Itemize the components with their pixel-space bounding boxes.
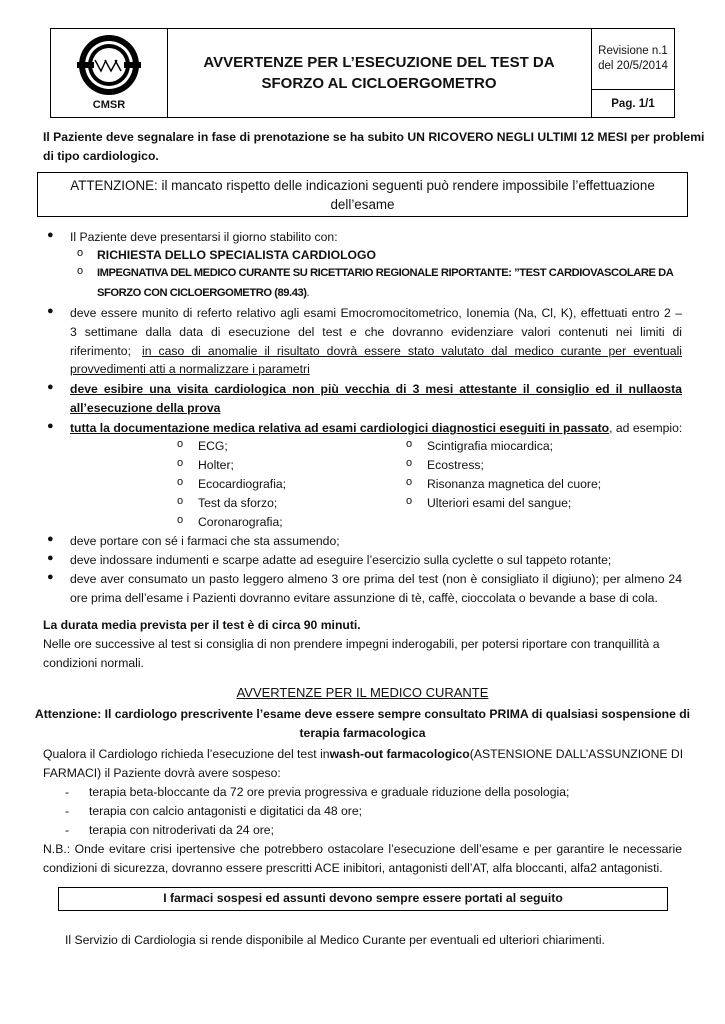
duration-line-1: La durata media prevista per il test è di circa 90 minuti. (43, 618, 361, 632)
exam-right-2: Ecostress; (427, 458, 484, 472)
list-item-2-line-4: provvedimenti atti a normalizzare i parametri (70, 362, 310, 376)
therapy-item-1: terapia beta-bloccante da 72 ore previa progressiva e graduale riduzione della posologia; (89, 785, 570, 799)
list-item-6: deve indossare indumenti e scarpe adatte ad eseguire l’esercizio sulla cyclette o sul tappeto rotante; (70, 553, 612, 567)
sub-bullet-icon: o (406, 495, 413, 507)
sub-item-impegnativa-line-2: SFORZO CON CICLOERGOMETRO (89.43) (97, 287, 307, 299)
sub-item-period: . (306, 287, 310, 299)
sub-bullet-icon: o (406, 476, 413, 488)
sub-bullet-icon: o (406, 457, 413, 469)
list-item-3-line-2: all’esecuzione della prova (70, 401, 221, 415)
title-line-2: SFORZO AL CICLOERGOMETRO (261, 75, 497, 92)
list-item-2-line-3a: riferimento; (70, 344, 131, 358)
sub-item-impegnativa-line-1: IMPEGNATIVA DEL MEDICO CURANTE SU RICETTARIO REGIONALE RIPORTANTE: ”TEST CARDIOVASCOLARE DA (97, 267, 674, 279)
exam-right-1: Scintigrafia miocardica; (427, 439, 553, 453)
sub-bullet-icon: o (177, 438, 184, 450)
page-number: Pag. 1/1 (611, 97, 655, 110)
list-item-7-line-2: ore prima dell’esame i Pazienti dovranno evitare assunzione di tè, caffè, cioccolata o bevande a base di cola. (70, 591, 658, 605)
doctor-warning-line-1: Attenzione: Il cardiologo prescrivente l’esame deve essere sempre consultato PRIMA di qualsiasi sospensione di (34, 707, 691, 721)
exam-left-3: Ecocardiografia; (198, 477, 287, 491)
attention-box (37, 172, 688, 217)
bullet-icon: ● (47, 305, 54, 317)
sub-bullet-icon: o (177, 476, 184, 488)
list-item-5: deve portare con sé i farmaci che sta assumendo; (70, 534, 340, 548)
footer-box-text: I farmaci sospesi ed assunti devono sempre essere portati al seguito (163, 891, 563, 905)
footer-box (58, 887, 668, 911)
bullet-icon: ● (47, 571, 54, 583)
dash-icon: - (65, 804, 70, 818)
list-item-4-main: tutta la documentazione medica relativa ad esami cardiologici diagnostici eseguiti in passato (70, 421, 610, 435)
nb-line-1: N.B.: Onde evitare crisi ipertensive che potrebbero ostacolare l’esecuzione dell’esame e per garantire le necessarie (43, 842, 682, 856)
attention-line-1: ATTENZIONE: il mancato rispetto delle indicazioni seguenti può rendere impossibile l’effettuazione (70, 178, 655, 193)
sub-bullet-icon: o (177, 495, 184, 507)
therapy-item-2: terapia con calcio antagonisti e digitatici da 48 ore; (89, 804, 363, 818)
attention-line-2: dell’esame (330, 197, 395, 212)
nb-line-2: condizioni di sicurezza, dovranno essere prescritti ACE inibitori, antagonisti dell’AT, alfa bloccanti, alfa2 antagonisti. (43, 861, 663, 875)
doctor-section-heading: AVVERTENZE PER IL MEDICO CURANTE (236, 685, 489, 700)
document-title (167, 29, 592, 117)
therapy-item-3: terapia con nitroderivati da 24 ore; (89, 823, 274, 837)
list-item-1: Il Paziente deve presentarsi il giorno stabilito con: (70, 230, 338, 244)
list-item-2-line-2: 3 settimane dalla data di esecuzione del test e che dovranno evidenziare valori contenuti nei limiti di (70, 325, 682, 339)
sub-bullet-icon: o (406, 438, 413, 450)
intro-line-2: di tipo cardiologico. (43, 149, 159, 163)
dash-icon: - (65, 823, 70, 837)
exam-right-3: Risonanza magnetica del cuore; (427, 477, 602, 491)
duration-line-2: Nelle ore successive al test si consiglia di non prendere impegni inderogabili, per potersi riportare con tranquillità a (43, 637, 660, 651)
revision-number: Revisione n.1 (598, 45, 668, 57)
exam-right-4: Ulteriori esami del sangue; (427, 496, 572, 510)
bullet-icon: ● (47, 420, 54, 432)
bullet-icon: ● (47, 533, 54, 545)
washout-text-c: (ASTENSIONE DALL’ASSUNZIONE DI (469, 747, 684, 761)
sub-bullet-icon: o (77, 247, 84, 259)
bullet-icon: ● (47, 552, 54, 564)
revision-cell (592, 29, 674, 90)
list-item-2-line-1: deve essere munito di referto relativo agli esami Emocromocitometrico, Ionemia (Na, Cl, K), effettuati entro 2 – (70, 306, 682, 320)
washout-text-b: wash-out farmacologico (329, 747, 470, 761)
document-header (50, 28, 675, 118)
logo-text: CMSR (92, 99, 126, 111)
list-item-7-line-1: deve aver consumato un pasto leggero almeno 3 ore prima del test (non è consigliato il digiuno); per almeno 24 (70, 572, 682, 586)
dash-icon: - (65, 785, 70, 799)
bullet-icon: ● (47, 229, 54, 241)
sub-bullet-icon: o (77, 265, 84, 277)
sub-item-richiesta: RICHIESTA DELLO SPECIALISTA CARDIOLOGO (97, 248, 376, 262)
washout-line-2: FARMACI) il Paziente dovrà avere sospeso: (43, 766, 281, 780)
closing-text: Il Servizio di Cardiologia si rende disponibile al Medico Curante per eventuali ed ulteriori chiarimenti. (65, 933, 605, 947)
sub-bullet-icon: o (177, 457, 184, 469)
title-line-1: AVVERTENZE PER L’ESECUZIONE DEL TEST DA (203, 54, 555, 71)
list-item-2-line-3b: in caso di anomalie il risultato dovrà essere stato valutato dal medico curante per eventuali (142, 344, 682, 358)
intro-line-1: Il Paziente deve segnalare in fase di prenotazione se ha subito UN RICOVERO NEGLI ULTIMI 12 MESI per problemi (43, 130, 705, 144)
bullet-icon: ● (47, 381, 54, 393)
sub-bullet-icon: o (177, 514, 184, 526)
doctor-warning-line-2: terapia farmacologica (299, 726, 426, 740)
list-item-3-line-1: deve esibire una visita cardiologica non più vecchia di 3 mesi attestante il consiglio ed il nullaosta (70, 382, 682, 396)
list-item-4-tail: , ad esempio: (609, 421, 683, 435)
exam-left-4: Test da sforzo; (198, 496, 278, 510)
exam-left-1: ECG; (198, 439, 228, 453)
logo-cell (51, 29, 168, 117)
exam-left-5: Coronarografia; (198, 515, 283, 529)
washout-text-a: Qualora il Cardiologo richieda l’esecuzione del test in (43, 747, 330, 761)
revision-date: del 20/5/2014 (598, 60, 668, 72)
duration-line-3: condizioni normali. (43, 656, 144, 670)
exam-left-2: Holter; (198, 458, 234, 472)
